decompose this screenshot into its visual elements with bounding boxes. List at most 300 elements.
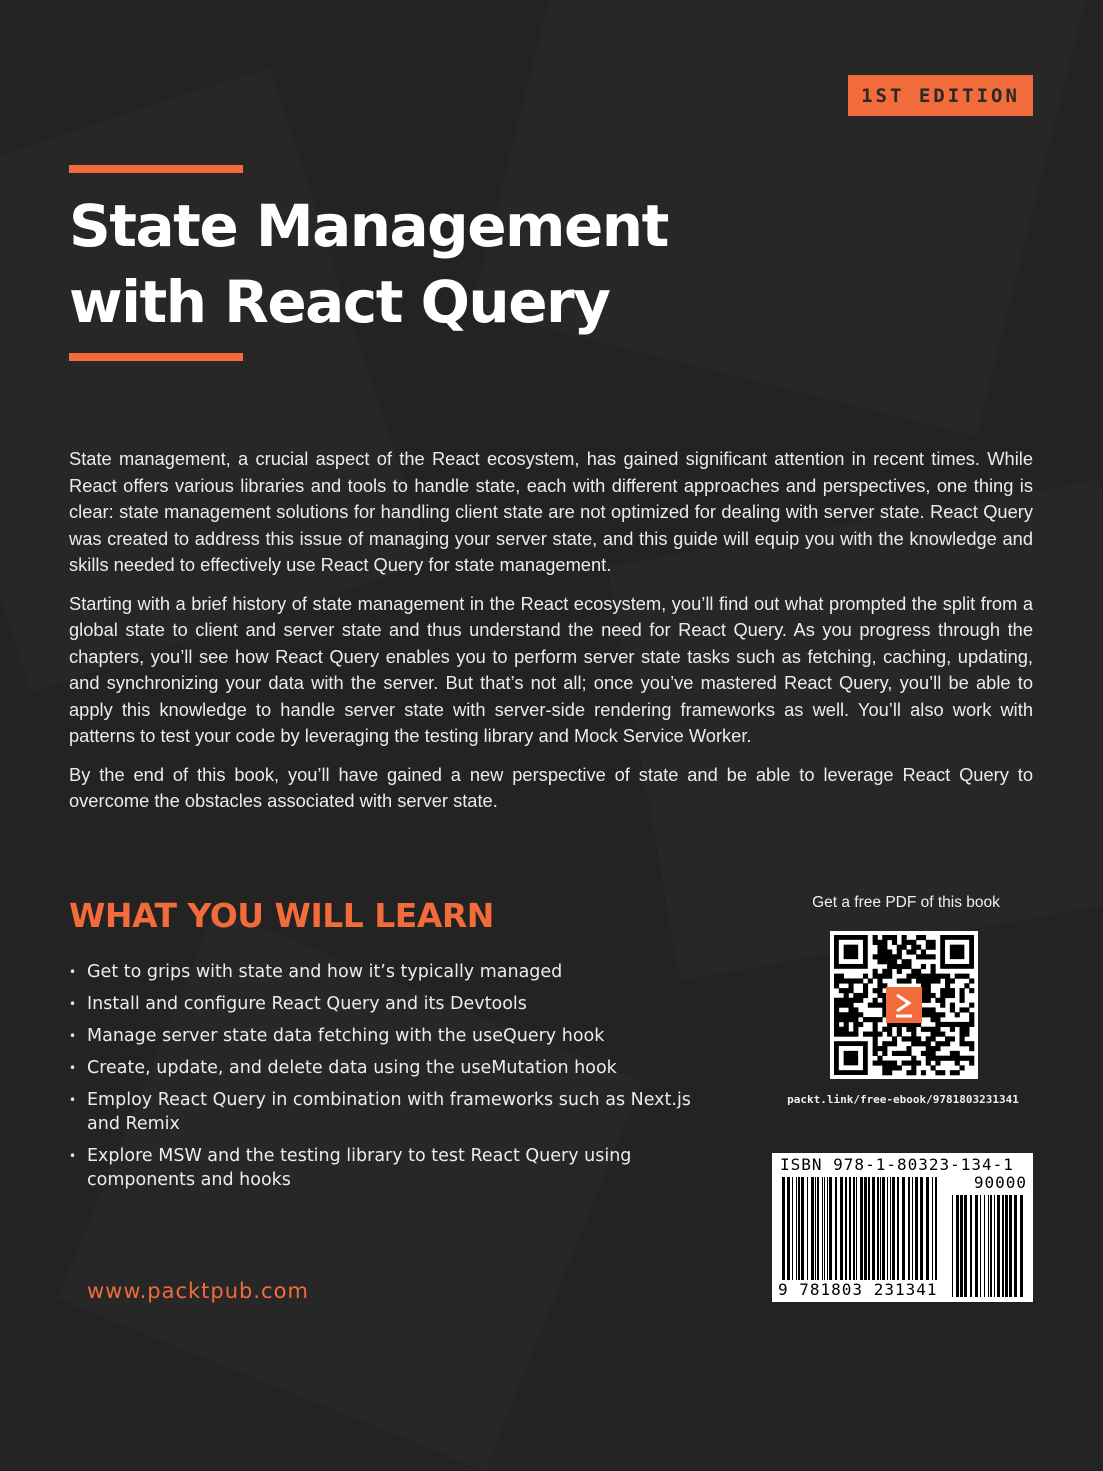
qr-module — [955, 1022, 960, 1027]
qr-module — [945, 1041, 950, 1046]
barcode-bar — [980, 1195, 981, 1297]
barcode-bar — [997, 1195, 1000, 1297]
qr-module — [887, 1070, 892, 1075]
qr-module — [834, 1007, 839, 1012]
qr-module — [931, 993, 936, 998]
qr-module — [834, 983, 839, 988]
barcode-bar — [952, 1195, 953, 1297]
barcode-bar — [835, 1177, 837, 1297]
book-title — [69, 188, 668, 340]
barcode-bar — [782, 1177, 785, 1297]
barcode-bar — [1005, 1195, 1008, 1297]
barcode-bar — [853, 1177, 855, 1297]
barcode-bar — [970, 1195, 972, 1297]
barcode-bar — [920, 1177, 923, 1297]
barcode-bar — [902, 1177, 905, 1297]
qr-module — [858, 1022, 863, 1027]
qr-module — [897, 954, 902, 959]
barcode-bar — [792, 1177, 793, 1297]
learn-item: • Install and configure React Query and its Devtools — [69, 992, 719, 1016]
barcode-bar — [824, 1177, 825, 1297]
qr-module — [877, 954, 882, 959]
learn-heading: WHAT YOU WILL LEARN — [69, 896, 494, 935]
qr-module — [911, 949, 916, 954]
qr-module — [853, 1032, 858, 1037]
qr-module — [931, 1036, 936, 1041]
barcode-bar — [827, 1177, 828, 1297]
qr-module — [877, 978, 882, 983]
qr-module — [882, 945, 887, 950]
qr-module — [858, 978, 863, 983]
qr-module — [834, 974, 839, 979]
qr-module — [911, 945, 916, 950]
qr-module — [902, 1036, 907, 1041]
qr-module — [873, 1061, 878, 1066]
qr-module — [877, 1056, 882, 1061]
qr-module — [969, 978, 974, 983]
barcode-bar — [815, 1177, 816, 1297]
qr-module — [964, 983, 969, 988]
qr-module — [969, 1003, 974, 1008]
qr-module — [834, 998, 839, 1003]
qr-module — [935, 1070, 940, 1075]
qr-module — [931, 964, 936, 969]
qr-module — [877, 1046, 882, 1051]
description-paragraph: By the end of this book, you’ll have gained a new perspective of state and be able to leverage React Query to overcome the obstacles associated with server state. — [69, 763, 1033, 811]
price-code: 90000 — [973, 1173, 1027, 1192]
qr-module — [853, 1022, 858, 1027]
barcode-bar — [912, 1177, 913, 1297]
qr-module — [950, 1051, 955, 1056]
qr-module — [916, 935, 921, 940]
qr-module — [906, 974, 911, 979]
qr-module — [964, 1056, 969, 1061]
qr-module — [940, 993, 945, 998]
qr-module — [955, 1012, 960, 1017]
barcode-bar — [787, 1177, 790, 1297]
qr-module — [848, 988, 853, 993]
qr-module — [911, 1061, 916, 1066]
qr-module — [940, 1032, 945, 1037]
qr-module — [969, 1056, 974, 1061]
qr-module — [868, 1003, 873, 1008]
qr-module — [911, 1041, 916, 1046]
qr-module — [887, 949, 892, 954]
qr-module — [868, 1017, 873, 1022]
qr-module — [906, 1051, 911, 1056]
qr-module — [955, 1056, 960, 1061]
qr-module — [906, 1061, 911, 1066]
qr-module — [897, 978, 902, 983]
qr-module — [921, 935, 926, 940]
barcode-bar — [975, 1195, 978, 1297]
free-pdf-label: Get a free PDF of this book — [812, 894, 1000, 911]
qr-module — [839, 1032, 844, 1037]
qr-module — [853, 1017, 858, 1022]
qr-module — [935, 974, 940, 979]
qr-module — [916, 1041, 921, 1046]
qr-module — [844, 1027, 849, 1032]
qr-module — [887, 1061, 892, 1066]
qr-module — [906, 959, 911, 964]
qr-module — [950, 993, 955, 998]
qr-module — [960, 998, 965, 1003]
qr-module — [897, 964, 902, 969]
qr-module — [926, 1056, 931, 1061]
qr-module — [940, 998, 945, 1003]
qr-module — [877, 940, 882, 945]
qr-module — [906, 978, 911, 983]
qr-module — [945, 993, 950, 998]
qr-module — [882, 1046, 887, 1051]
qr-module — [945, 978, 950, 983]
qr-module — [873, 988, 878, 993]
qr-module — [873, 940, 878, 945]
learn-item: • Get to grips with state and how it’s typically managed — [69, 960, 719, 984]
qr-module — [877, 988, 882, 993]
barcode-bar — [811, 1177, 814, 1297]
qr-module — [882, 1061, 887, 1066]
qr-module — [844, 998, 849, 1003]
qr-module — [969, 1061, 974, 1066]
qr-module — [873, 1017, 878, 1022]
qr-module — [935, 1056, 940, 1061]
book-title-line-2: with React Query — [69, 268, 610, 336]
qr-module — [916, 974, 921, 979]
qr-module — [887, 954, 892, 959]
qr-module — [882, 940, 887, 945]
qr-module — [848, 1012, 853, 1017]
title-rule-bottom — [69, 353, 243, 361]
qr-module — [882, 1041, 887, 1046]
qr-module — [926, 940, 931, 945]
qr-module — [940, 988, 945, 993]
qr-module — [882, 959, 887, 964]
qr-module — [960, 1032, 965, 1037]
qr-module — [897, 949, 902, 954]
qr-finder — [844, 1051, 858, 1065]
barcode-bar — [840, 1177, 843, 1297]
barcode-bar — [932, 1177, 933, 1297]
qr-module — [892, 1036, 897, 1041]
qr-module — [839, 978, 844, 983]
barcode-bar — [860, 1177, 863, 1297]
qr-module — [960, 1007, 965, 1012]
barcode-bar — [807, 1177, 808, 1297]
qr-module — [873, 998, 878, 1003]
qr-module — [931, 1056, 936, 1061]
barcode-bar — [817, 1177, 819, 1297]
qr-module — [853, 993, 858, 998]
qr-module — [839, 1012, 844, 1017]
qr-module — [902, 959, 907, 964]
barcode-bar — [956, 1195, 959, 1297]
qr-module — [911, 1056, 916, 1061]
qr-module — [926, 978, 931, 983]
qr-finder — [844, 945, 858, 959]
qr-module — [892, 959, 897, 964]
qr-module — [906, 1046, 911, 1051]
learn-item: • Create, update, and delete data using the useMutation hook — [69, 1056, 719, 1080]
qr-module — [882, 949, 887, 954]
qr-module — [931, 1012, 936, 1017]
qr-module — [931, 978, 936, 983]
barcode-bar — [822, 1177, 823, 1297]
qr-module — [940, 1022, 945, 1027]
qr-module — [911, 1070, 916, 1075]
qr-module — [839, 998, 844, 1003]
barcode-bar — [1009, 1195, 1012, 1297]
barcode-bar — [1014, 1195, 1017, 1297]
qr-module — [955, 1061, 960, 1066]
barcode-bar — [897, 1177, 899, 1297]
qr-module — [892, 935, 897, 940]
qr-module — [935, 998, 940, 1003]
qr-module — [892, 1041, 897, 1046]
qr-module — [955, 1070, 960, 1075]
qr-module — [848, 1007, 853, 1012]
qr-code-icon[interactable] — [830, 931, 978, 1079]
qr-module — [906, 1036, 911, 1041]
barcode-bar — [964, 1195, 967, 1297]
qr-module — [935, 1012, 940, 1017]
qr-module — [950, 1036, 955, 1041]
qr-module — [873, 1051, 878, 1056]
qr-module — [848, 998, 853, 1003]
qr-module — [897, 1032, 902, 1037]
qr-module — [960, 1022, 965, 1027]
qr-module — [844, 1012, 849, 1017]
barcode-bar — [988, 1195, 989, 1297]
qr-module — [945, 974, 950, 979]
qr-module — [853, 978, 858, 983]
qr-module — [964, 1022, 969, 1027]
qr-module — [834, 1003, 839, 1008]
qr-module — [921, 978, 926, 983]
description-paragraph: Starting with a brief history of state management in the React ecosystem, you’ll find out what prompted the split from a global state to client and server state and thus understand the need for React Query. As you progress through the chapters, you’ll see how React Query enables you to perform server state tasks such as fetching, caching, updating, and synchronizing your data with the server. But that’s not all; once you’ve mastered React Query, you’ll be able to apply this knowledge to handle server state with server-side rendering frameworks as well. You’ll also work with patterns to test your code by leveraging the testing library and Mock Service Worker. — [69, 592, 1033, 746]
qr-module — [935, 1061, 940, 1066]
qr-module — [839, 988, 844, 993]
qr-module — [950, 1056, 955, 1061]
qr-module — [873, 1003, 878, 1008]
barcode-bar — [990, 1195, 992, 1297]
qr-module — [926, 1041, 931, 1046]
qr-module — [926, 998, 931, 1003]
qr-module — [887, 1032, 892, 1037]
qr-module — [940, 1012, 945, 1017]
qr-module — [935, 1041, 940, 1046]
qr-module — [931, 954, 936, 959]
qr-module — [873, 974, 878, 979]
qr-module — [950, 1003, 955, 1008]
barcode-bar — [960, 1195, 963, 1297]
qr-module — [902, 964, 907, 969]
free-ebook-link[interactable]: packt.link/free-ebook/9781803231341 — [787, 1093, 1019, 1106]
barcode-bar — [801, 1177, 804, 1297]
qr-module — [916, 1061, 921, 1066]
qr-module — [931, 1027, 936, 1032]
qr-module — [969, 1017, 974, 1022]
qr-module — [834, 1022, 839, 1027]
qr-module — [834, 1012, 839, 1017]
qr-module — [921, 1027, 926, 1032]
qr-module — [839, 1027, 844, 1032]
qr-module — [902, 1061, 907, 1066]
qr-module — [916, 978, 921, 983]
qr-module — [969, 1041, 974, 1046]
barcode-bar — [994, 1195, 995, 1297]
qr-module — [931, 1051, 936, 1056]
learn-item: • Manage server state data fetching with the useQuery hook — [69, 1024, 719, 1048]
qr-module — [863, 993, 868, 998]
barcode-bar — [984, 1195, 985, 1297]
qr-module — [960, 1056, 965, 1061]
qr-module — [902, 978, 907, 983]
qr-module — [844, 978, 849, 983]
qr-module — [931, 1017, 936, 1022]
qr-module — [853, 1012, 858, 1017]
barcode-bar — [882, 1177, 885, 1297]
qr-module — [931, 969, 936, 974]
qr-module — [887, 1041, 892, 1046]
barcode-bar — [915, 1177, 918, 1297]
qr-module — [926, 1027, 931, 1032]
qr-module — [882, 1027, 887, 1032]
barcode-bar — [1020, 1195, 1023, 1297]
barcode-bar — [908, 1177, 910, 1297]
qr-module — [877, 1003, 882, 1008]
book-title-line-1: State Management — [69, 192, 668, 260]
qr-module — [916, 945, 921, 950]
barcode-bar — [872, 1177, 875, 1297]
qr-module — [863, 988, 868, 993]
qr-module — [877, 993, 882, 998]
qr-module — [960, 974, 965, 979]
qr-module — [960, 1027, 965, 1032]
qr-module — [834, 1027, 839, 1032]
qr-module — [945, 988, 950, 993]
qr-module — [940, 974, 945, 979]
qr-module — [969, 988, 974, 993]
learn-item: • Explore MSW and the testing library to test React Query using components and hooks — [69, 1144, 719, 1192]
qr-module — [921, 1041, 926, 1046]
title-rule-top — [69, 165, 243, 173]
qr-module — [926, 1012, 931, 1017]
qr-module — [892, 1061, 897, 1066]
qr-module — [950, 1007, 955, 1012]
qr-module — [964, 974, 969, 979]
qr-module — [964, 1041, 969, 1046]
barcode-bar — [868, 1177, 870, 1297]
qr-module — [892, 1065, 897, 1070]
barcode-bar — [849, 1177, 851, 1297]
qr-module — [926, 983, 931, 988]
qr-module — [921, 954, 926, 959]
qr-module — [834, 1032, 839, 1037]
publisher-website[interactable]: www.packtpub.com — [87, 1279, 309, 1303]
qr-module — [863, 983, 868, 988]
barcode-bar — [877, 1177, 879, 1297]
qr-module — [882, 954, 887, 959]
qr-module — [853, 998, 858, 1003]
qr-module — [964, 1007, 969, 1012]
qr-module — [926, 993, 931, 998]
qr-module — [916, 969, 921, 974]
qr-module — [868, 978, 873, 983]
qr-module — [848, 1032, 853, 1037]
qr-module — [950, 1022, 955, 1027]
qr-module — [873, 969, 878, 974]
qr-module — [882, 935, 887, 940]
barcode-bar — [829, 1177, 832, 1297]
qr-module — [940, 1003, 945, 1008]
qr-module — [882, 974, 887, 979]
qr-module — [926, 1051, 931, 1056]
qr-module — [844, 1022, 849, 1027]
barcode-bar — [926, 1177, 929, 1297]
qr-module — [931, 940, 936, 945]
barcode-bar — [845, 1177, 847, 1297]
learn-list — [69, 960, 719, 1200]
qr-module — [969, 1022, 974, 1027]
qr-module — [844, 1032, 849, 1037]
qr-module — [969, 1012, 974, 1017]
qr-module — [945, 1056, 950, 1061]
qr-module — [877, 945, 882, 950]
learn-item: • Employ React Query in combination with frameworks such as Next.js and Remix — [69, 1088, 719, 1136]
edition-badge: 1ST EDITION — [848, 75, 1033, 116]
qr-module — [911, 1027, 916, 1032]
ean-number: 9 781803 231341 — [778, 1280, 938, 1299]
qr-module — [926, 1061, 931, 1066]
qr-module — [892, 1051, 897, 1056]
qr-module — [853, 1027, 858, 1032]
qr-module — [935, 1046, 940, 1051]
qr-module — [887, 969, 892, 974]
qr-module — [926, 954, 931, 959]
qr-module — [858, 998, 863, 1003]
qr-module — [897, 1065, 902, 1070]
qr-module — [902, 940, 907, 945]
qr-module — [873, 1046, 878, 1051]
qr-module — [926, 1036, 931, 1041]
qr-module — [921, 964, 926, 969]
qr-module — [834, 1017, 839, 1022]
qr-module — [940, 1056, 945, 1061]
qr-module — [897, 969, 902, 974]
qr-module — [848, 1003, 853, 1008]
qr-module — [921, 949, 926, 954]
qr-module — [921, 974, 926, 979]
qr-module — [844, 1003, 849, 1008]
qr-module — [931, 1032, 936, 1037]
barcode-bar — [892, 1177, 895, 1297]
qr-module — [839, 1017, 844, 1022]
qr-module — [887, 1027, 892, 1032]
qr-module — [868, 1032, 873, 1037]
qr-module — [892, 940, 897, 945]
qr-module — [935, 978, 940, 983]
qr-module — [935, 1032, 940, 1037]
qr-module — [969, 1046, 974, 1051]
qr-module — [935, 1022, 940, 1027]
qr-module — [935, 1027, 940, 1032]
qr-module — [921, 1051, 926, 1056]
qr-module — [950, 988, 955, 993]
qr-module — [897, 1027, 902, 1032]
qr-module — [902, 935, 907, 940]
qr-module — [906, 1070, 911, 1075]
